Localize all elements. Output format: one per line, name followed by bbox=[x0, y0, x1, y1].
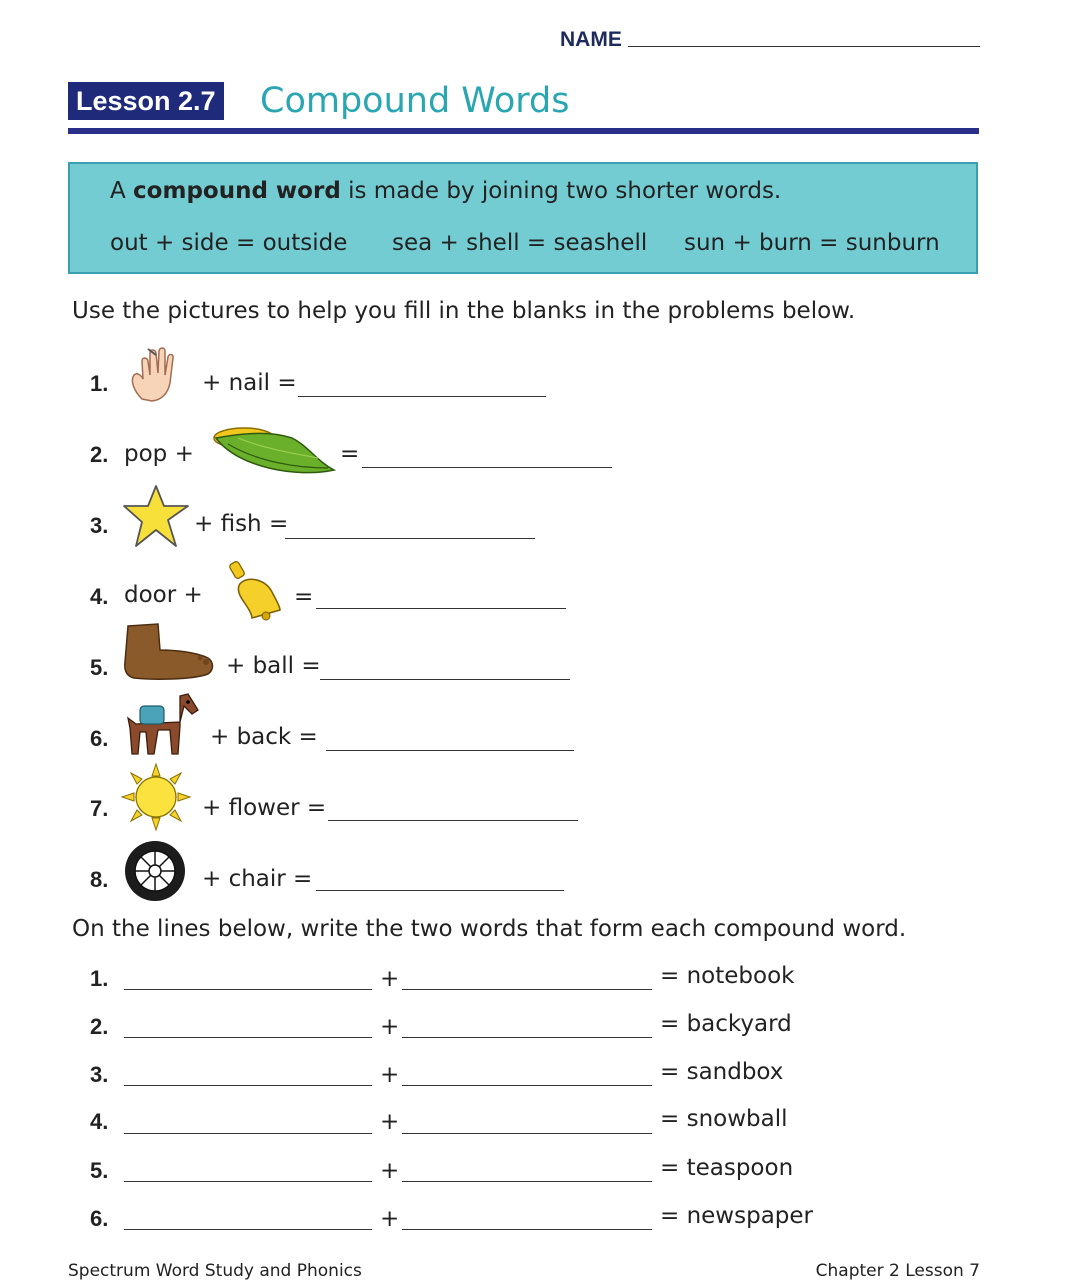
second-word-blank[interactable] bbox=[402, 1133, 652, 1134]
problem-number: 2. bbox=[90, 442, 109, 467]
footer-left: Spectrum Word Study and Phonics bbox=[68, 1261, 362, 1281]
second-word-blank[interactable] bbox=[402, 1229, 652, 1230]
compound-word: = sandbox bbox=[660, 1059, 784, 1085]
answer-blank[interactable] bbox=[316, 890, 564, 891]
problem-tail: = bbox=[294, 584, 314, 610]
compound-word: = newspaper bbox=[660, 1203, 814, 1229]
plus-sign: + bbox=[380, 1062, 400, 1088]
plus-sign: + bbox=[380, 1206, 400, 1232]
corn-icon bbox=[208, 418, 338, 482]
problem-number: 6. bbox=[90, 1206, 109, 1231]
example-3: sun + burn = sunburn bbox=[684, 230, 940, 256]
problem-lead: door + bbox=[124, 582, 203, 608]
plus-sign: + bbox=[380, 966, 400, 992]
first-word-blank[interactable] bbox=[124, 1181, 372, 1182]
star-icon bbox=[122, 484, 192, 552]
footer-right: Chapter 2 Lesson 7 bbox=[815, 1261, 980, 1281]
first-word-blank[interactable] bbox=[124, 1037, 372, 1038]
problem-lead: pop + bbox=[124, 441, 194, 467]
compound-word: = notebook bbox=[660, 963, 795, 989]
problem-number: 3. bbox=[90, 1062, 109, 1087]
second-word-blank[interactable] bbox=[402, 989, 652, 990]
problem-tail: + ball = bbox=[226, 653, 321, 679]
answer-blank[interactable] bbox=[362, 467, 612, 468]
definition-text: A compound word is made by joining two shorter words. bbox=[110, 178, 782, 204]
part1-instructions: Use the pictures to help you fill in the blanks in the problems below. bbox=[72, 298, 856, 324]
problem-number: 7. bbox=[90, 796, 109, 821]
example-2: sea + shell = seashell bbox=[392, 230, 648, 256]
hand-icon bbox=[128, 345, 188, 407]
horse-icon bbox=[122, 692, 202, 760]
answer-blank[interactable] bbox=[316, 608, 566, 609]
wheel-icon bbox=[122, 838, 188, 908]
answer-blank[interactable] bbox=[328, 820, 578, 821]
answer-blank[interactable] bbox=[320, 679, 570, 680]
second-word-blank[interactable] bbox=[402, 1181, 652, 1182]
name-label: NAME bbox=[560, 28, 622, 51]
first-word-blank[interactable] bbox=[124, 989, 372, 990]
problem-number: 4. bbox=[90, 584, 109, 609]
problem-number: 4. bbox=[90, 1109, 109, 1134]
second-word-blank[interactable] bbox=[402, 1037, 652, 1038]
lesson-badge: Lesson 2.7 bbox=[68, 82, 224, 120]
answer-blank[interactable] bbox=[298, 396, 546, 397]
compound-word: = teaspoon bbox=[660, 1155, 794, 1181]
first-word-blank[interactable] bbox=[124, 1085, 372, 1086]
problem-tail: + back = bbox=[210, 724, 318, 750]
problem-tail: + nail = bbox=[202, 370, 297, 396]
page-title: Compound Words bbox=[260, 81, 570, 121]
problem-tail: + fish = bbox=[194, 511, 289, 537]
part2-instructions: On the lines below, write the two words that form each compound word. bbox=[72, 916, 907, 942]
title-rule bbox=[68, 128, 979, 134]
name-field[interactable] bbox=[628, 46, 980, 47]
problem-tail: + flower = bbox=[202, 795, 327, 821]
problem-number: 5. bbox=[90, 655, 109, 680]
plus-sign: + bbox=[380, 1014, 400, 1040]
compound-word: = snowball bbox=[660, 1106, 788, 1132]
bell-icon bbox=[228, 560, 286, 624]
example-1: out + side = outside bbox=[110, 230, 348, 256]
definition-term: compound word bbox=[133, 178, 341, 204]
problem-number: 3. bbox=[90, 513, 109, 538]
problem-number: 1. bbox=[90, 371, 109, 396]
answer-blank[interactable] bbox=[326, 750, 574, 751]
first-word-blank[interactable] bbox=[124, 1133, 372, 1134]
problem-number: 1. bbox=[90, 966, 109, 991]
problem-number: 2. bbox=[90, 1014, 109, 1039]
problem-number: 5. bbox=[90, 1158, 109, 1183]
sun-icon bbox=[122, 764, 190, 834]
plus-sign: + bbox=[380, 1158, 400, 1184]
answer-blank[interactable] bbox=[285, 538, 535, 539]
second-word-blank[interactable] bbox=[402, 1085, 652, 1086]
plus-sign: + bbox=[380, 1109, 400, 1135]
first-word-blank[interactable] bbox=[124, 1229, 372, 1230]
problem-tail: = bbox=[340, 441, 360, 467]
problem-tail: + chair = bbox=[202, 866, 313, 892]
compound-word: = backyard bbox=[660, 1011, 792, 1037]
problem-number: 6. bbox=[90, 726, 109, 751]
problem-number: 8. bbox=[90, 867, 109, 892]
foot-icon bbox=[122, 622, 216, 686]
